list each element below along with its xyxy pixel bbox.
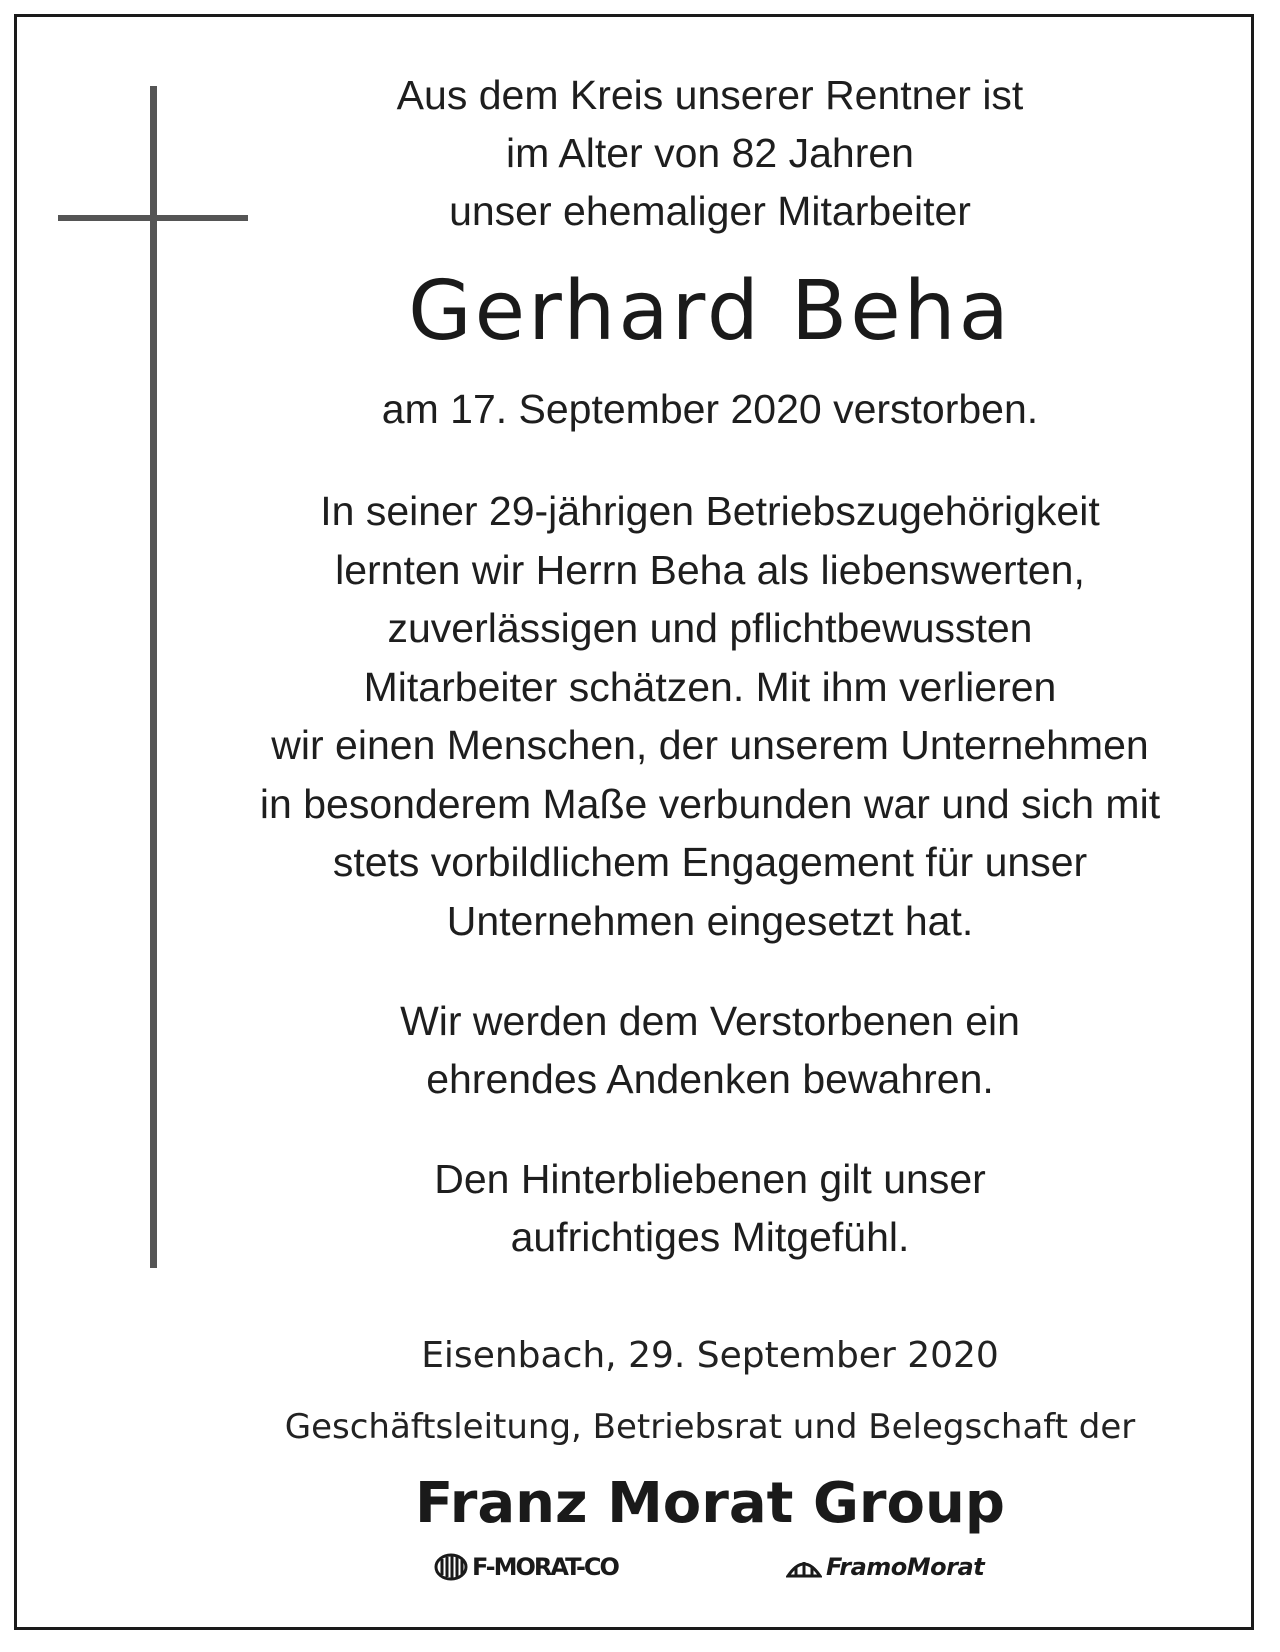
morat-logo [434, 1552, 618, 1582]
tribute-line: stets vorbildlichem Engagement für unser [332, 839, 1088, 885]
death-date: am 17. September 2020 verstorben. [381, 386, 1039, 432]
tribute-line: in besonderem Maße verbunden war und sich mit [259, 780, 1161, 827]
tribute-line: Unternehmen eingesetzt hat. [446, 897, 974, 944]
place-date: Eisenbach, 29. September 2020 [421, 1335, 999, 1376]
tribute-line: lernten wir Herrn Beha als liebenswerten, [335, 546, 1085, 593]
tribute-line: Mitarbeiter schätzen. Mit ihm verlieren [363, 663, 1057, 710]
condolence-line: aufrichtiges Mitgefühl. [510, 1214, 910, 1260]
tribute-line: zuverlässigen und pflichtbewussten [387, 605, 1033, 651]
morat-logo-text: F-MORAT-CO [472, 1553, 618, 1581]
remembrance-line: Wir werden dem Verstorbenen ein [400, 998, 1020, 1044]
tribute-line: wir einen Menschen, der unserem Unternehmen [271, 722, 1149, 768]
tribute-line: In seiner 29-jährigen Betriebszugehörigkeit [320, 488, 1100, 534]
intro-line: im Alter von 82 Jahren [506, 130, 914, 176]
signatories: Geschäftsleitung, Betriebsrat und Belegschaft der [284, 1407, 1136, 1447]
company-name: Franz Morat Group [415, 1471, 1005, 1536]
deceased-name: Gerhard Beha [408, 264, 1012, 359]
condolence-line: Den Hinterbliebenen gilt unser [434, 1156, 986, 1202]
intro-line: unser ehemaliger Mitarbeiter [449, 188, 971, 234]
tribute-text [190, 482, 1230, 950]
morat-logo-icon [434, 1553, 468, 1581]
cross-icon [150, 86, 157, 1268]
framo-logo-icon [786, 1554, 822, 1580]
condolence-text [190, 1150, 1230, 1266]
remembrance-text [190, 992, 1230, 1108]
intro-line: Aus dem Kreis unserer Rentner ist [396, 72, 1024, 118]
framo-logo [786, 1552, 984, 1582]
framo-logo-text: FramoMorat [826, 1553, 985, 1581]
remembrance-line: ehrendes Andenken bewahren. [426, 1056, 994, 1102]
intro-text [190, 66, 1230, 240]
